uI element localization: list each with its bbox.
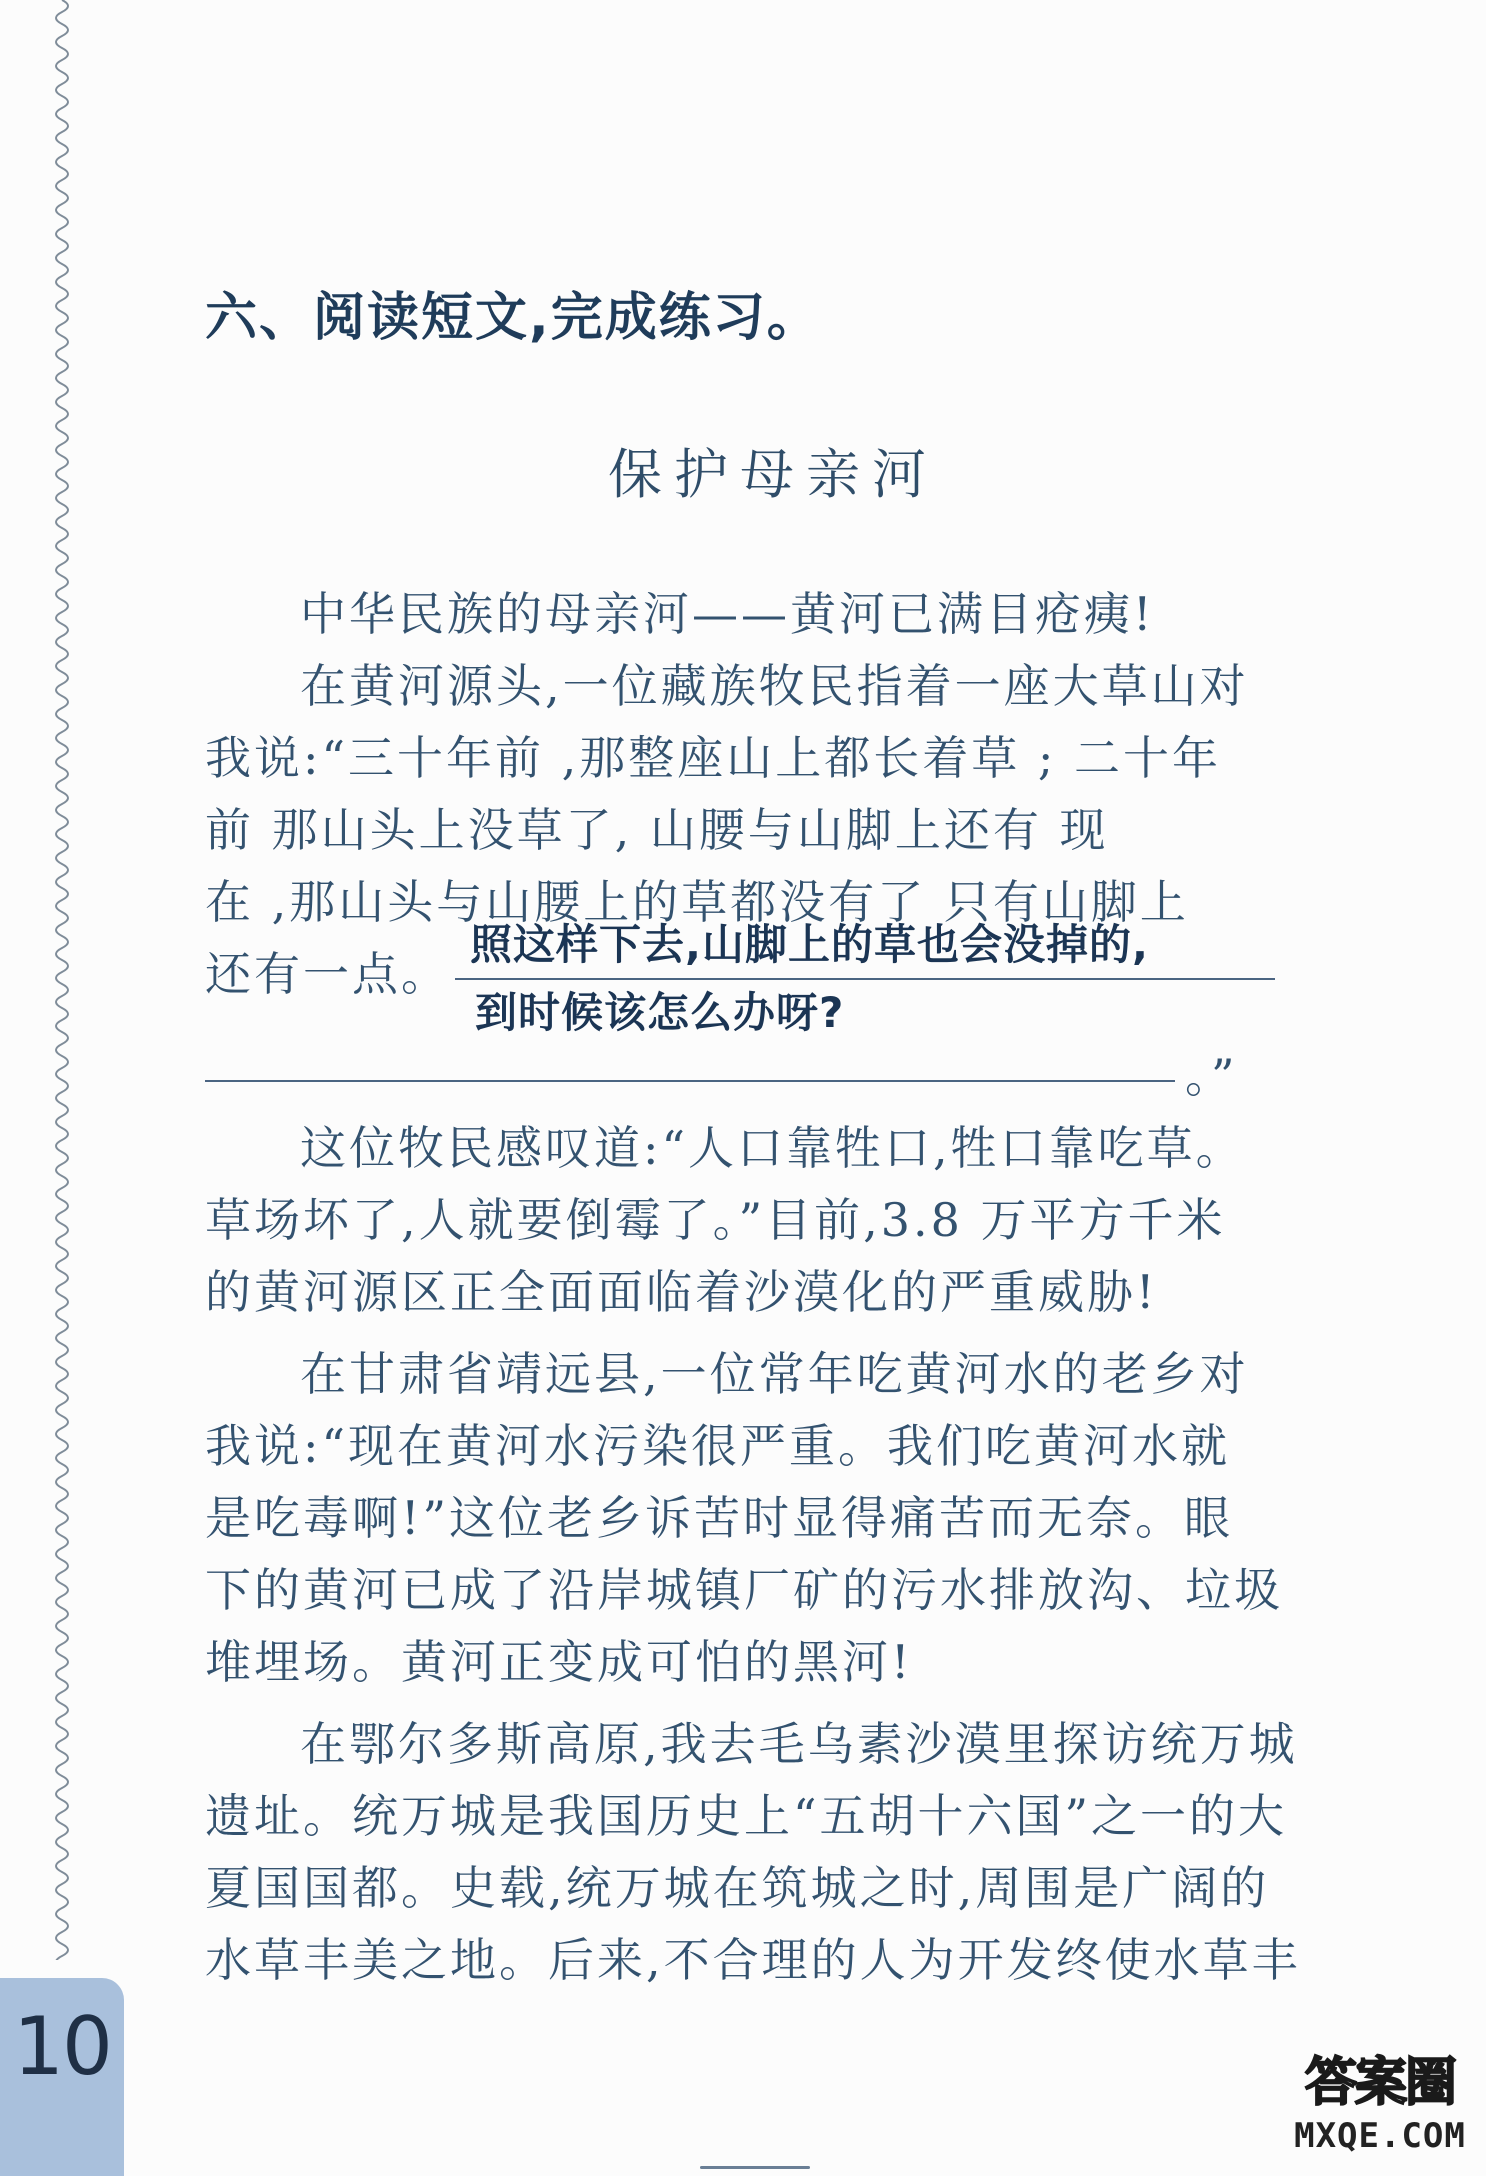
paragraph-4-line-1: 在甘肃省靖远县,一位常年吃黄河水的老乡对 xyxy=(300,1347,1249,1401)
paragraph-3-line-2: 草场坏了,人就要倒霉了。”目前,3.8 万平方千米 xyxy=(205,1193,1226,1247)
wavy-border-decoration xyxy=(48,0,76,1960)
paragraph-2-line-3: 前 那山头上没草了, 山腰与山脚上还有 现 xyxy=(205,803,1109,857)
paragraph-1: 中华民族的母亲河——黄河已满目疮痍! xyxy=(300,587,1155,641)
paragraph-3-line-1: 这位牧民感叹道:“人口靠牲口,牲口靠吃草。 xyxy=(300,1121,1245,1175)
handwritten-answer-line-2: 到时候该怎么办呀? xyxy=(475,988,845,1037)
paragraph-2-line-4: 在 ,那山头与山腰上的草都没有了 只有山脚上 xyxy=(205,875,1189,929)
paragraph-5-line-3: 夏国国都。史载,统万城在筑城之时,周围是广阔的 xyxy=(205,1861,1270,1915)
page-number: 10 xyxy=(13,2000,111,2093)
paragraph-4-line-3: 是吃毒啊!”这位老乡诉苦时显得痛苦而无奈。眼 xyxy=(205,1491,1234,1545)
paragraph-4-line-5: 堆埋场。黄河正变成可怕的黑河! xyxy=(205,1635,913,1689)
paragraph-5-line-2: 遗址。统万城是我国历史上“五胡十六国”之一的大 xyxy=(205,1789,1288,1843)
watermark-logo-text: 答案圈 xyxy=(1304,2053,1455,2113)
section-heading: 六、阅读短文,完成练习。 xyxy=(205,288,821,348)
paragraph-3-line-3: 的黄河源区正全面面临着沙漠化的严重威胁! xyxy=(205,1265,1158,1319)
article-title: 保护母亲河 xyxy=(608,443,938,506)
paragraph-2-line-2: 我说:“三十年前 ,那整座山上都长着草 ; 二十年 xyxy=(205,731,1222,785)
answer-blank-line-2 xyxy=(205,1080,1175,1082)
bottom-edge-mark xyxy=(700,2166,810,2169)
handwritten-answer-line-1: 照这样下去,山脚上的草也会没掉的, xyxy=(470,920,1149,969)
paragraph-4-line-4: 下的黄河已成了沿岸城镇厂矿的污水排放沟、垃圾 xyxy=(205,1563,1283,1617)
paragraph-2-closing-quote: 。” xyxy=(1185,1049,1238,1103)
paragraph-2-line-1: 在黄河源头,一位藏族牧民指着一座大草山对 xyxy=(300,659,1249,713)
paragraph-4-line-2: 我说:“现在黄河水污染很严重。我们吃黄河水就 xyxy=(205,1419,1231,1473)
watermark-url: MXQE.COM xyxy=(1294,2116,1466,2156)
watermark-logo xyxy=(1290,2040,1470,2170)
paragraph-2-line-5: 还有一点。 xyxy=(205,947,450,1001)
paragraph-5-line-1: 在鄂尔多斯高原,我去毛乌素沙漠里探访统万城 xyxy=(300,1717,1298,1771)
paragraph-5-line-4: 水草丰美之地。后来,不合理的人为开发终使水草丰 xyxy=(205,1933,1301,1987)
